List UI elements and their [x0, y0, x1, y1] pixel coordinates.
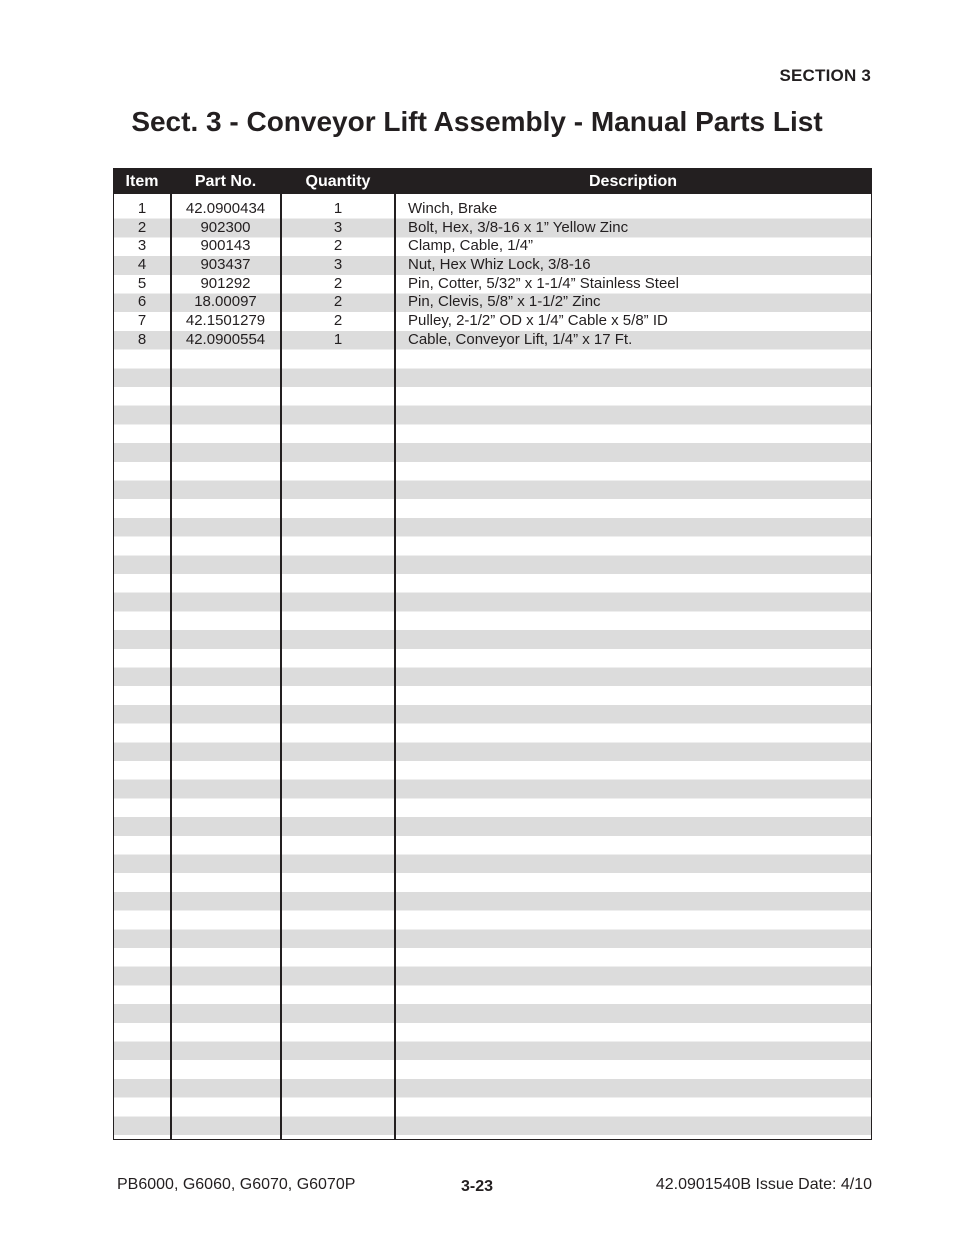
description: Cable, Conveyor Lift, 1/4” x 17 Ft.: [408, 330, 633, 348]
description: Pin, Clevis, 5/8” x 1-1/2” Zinc: [408, 293, 601, 311]
table-row: [114, 312, 871, 331]
item-number: 8: [137, 330, 147, 348]
quantity: 2: [333, 237, 343, 255]
item-number: 6: [137, 293, 147, 311]
description: Pulley, 2-1/2” OD x 1/4” Cable x 5/8” ID: [408, 312, 668, 330]
quantity: 1: [333, 330, 343, 348]
table-row: [114, 219, 871, 238]
item-number: 5: [137, 274, 147, 292]
section-label: SECTION 3: [779, 66, 871, 85]
parts-list-table: [113, 168, 872, 1140]
quantity: 2: [333, 274, 343, 292]
table-row: [114, 200, 871, 219]
table-row: [114, 275, 871, 294]
part-number: 900143: [200, 237, 251, 255]
table-body: [114, 194, 871, 1139]
item-number: 1: [137, 200, 147, 217]
description: Winch, Brake: [408, 200, 498, 217]
footer-page-number: 3-23: [460, 1178, 494, 1195]
part-number: 901292: [200, 274, 251, 292]
part-number: 902300: [200, 218, 251, 236]
description: Bolt, Hex, 3/8-16 x 1” Yellow Zinc: [408, 218, 629, 236]
table-header: [114, 169, 871, 194]
table-row: [114, 256, 871, 275]
column-header-quantity: Quantity: [305, 172, 371, 190]
column-header-item: Item: [125, 172, 159, 190]
quantity: 2: [333, 293, 343, 311]
part-number: 18.00097: [194, 293, 257, 311]
part-number: 42.0900554: [185, 330, 266, 348]
description: Pin, Cotter, 5/32” x 1-1/4” Stainless Steel: [408, 274, 679, 292]
footer-doc-issue: 42.0901540B Issue Date: 4/10: [655, 1176, 872, 1193]
quantity: 3: [333, 256, 343, 274]
item-number: 2: [137, 218, 147, 236]
table-row: [114, 331, 871, 350]
page-title: Sect. 3 - Conveyor Lift Assembly - Manual Parts List: [131, 106, 823, 137]
table-row: [114, 293, 871, 312]
item-number: 3: [137, 237, 147, 255]
quantity: 3: [333, 218, 343, 236]
part-number: 903437: [200, 256, 251, 274]
column-header-part-no: Part No.: [194, 172, 257, 190]
description: Clamp, Cable, 1/4”: [408, 237, 534, 255]
column-header-description: Description: [588, 172, 677, 190]
footer-models: PB6000, G6060, G6070, G6070P: [117, 1176, 356, 1193]
item-number: 7: [137, 312, 147, 330]
part-number: 42.0900434: [185, 200, 266, 217]
quantity: 2: [333, 312, 343, 330]
item-number: 4: [137, 256, 147, 274]
quantity: 1: [333, 200, 343, 217]
part-number: 42.1501279: [185, 312, 266, 330]
description: Nut, Hex Whiz Lock, 3/8-16: [408, 256, 591, 274]
table-row: [114, 237, 871, 256]
